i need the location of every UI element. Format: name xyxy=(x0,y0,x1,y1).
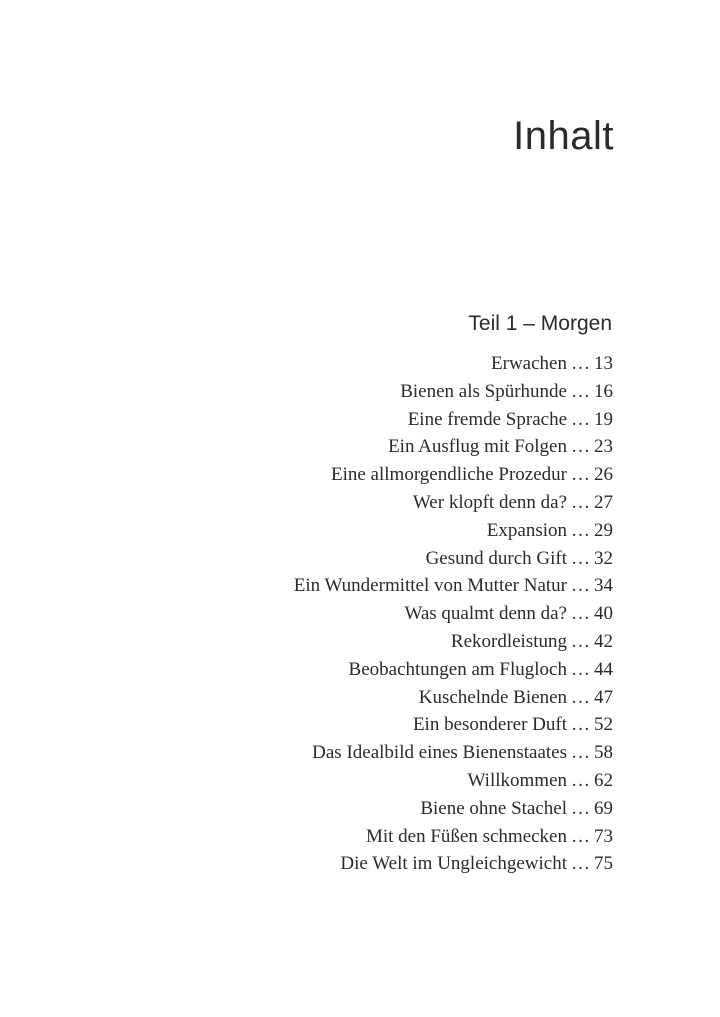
toc-entry-title: Ein Wundermittel von Mutter Natur xyxy=(293,575,567,597)
toc-entry-separator: … xyxy=(571,686,590,708)
toc-entry-title: Expansion xyxy=(486,519,567,541)
toc-entry-separator: … xyxy=(571,380,590,402)
toc-entry-title: Kuschelnde Bienen xyxy=(418,686,567,708)
toc-entry-separator: … xyxy=(571,603,590,625)
toc-entry-page: 62 xyxy=(594,769,613,791)
toc-entry-separator: … xyxy=(571,575,590,597)
toc-entry-title: Ein Ausflug mit Folgen xyxy=(388,436,567,458)
toc-entry-title: Gesund durch Gift xyxy=(425,547,567,569)
toc-entry-page: 29 xyxy=(594,519,613,541)
toc-entry xyxy=(294,461,613,489)
part-heading: Teil 1 – Morgen xyxy=(468,312,612,335)
toc-entry-page: 13 xyxy=(594,353,613,374)
toc-entry xyxy=(294,767,613,795)
toc-entry-separator: … xyxy=(571,630,590,652)
toc-entry-page: 47 xyxy=(594,686,613,708)
toc-entry-separator: … xyxy=(571,658,590,680)
toc-entry-separator: … xyxy=(571,853,590,875)
toc-entry-page: 26 xyxy=(594,464,613,486)
toc-entry-title: Beobachtungen am Flugloch xyxy=(348,658,567,680)
toc-entry-separator: … xyxy=(571,714,590,736)
toc-entry xyxy=(294,350,613,378)
toc-entry-page: 52 xyxy=(594,714,613,736)
toc-entry-title: Bienen als Spürhunde xyxy=(400,380,567,402)
toc-entry xyxy=(294,711,613,739)
toc-entry-title: Willkommen xyxy=(467,769,567,791)
toc-entry-title: Biene ohne Stachel xyxy=(420,797,567,819)
toc-entry-title: Das Idealbild eines Bienenstaates xyxy=(312,742,567,764)
toc-entry xyxy=(294,406,613,434)
toc-entry-page: 16 xyxy=(594,380,613,402)
toc-entry xyxy=(294,489,613,517)
toc-entry-page: 32 xyxy=(594,547,613,569)
toc-entry-separator: … xyxy=(571,519,590,541)
toc-entry xyxy=(294,378,613,406)
toc-entry-title: Rekordleistung xyxy=(450,630,567,652)
toc-entry-separator: … xyxy=(571,825,590,847)
toc-entry-separator: … xyxy=(571,491,590,513)
toc-entry-page: 23 xyxy=(594,436,613,458)
toc-entry xyxy=(294,850,613,878)
toc-entry-page: 42 xyxy=(594,630,613,652)
toc-entry-page: 34 xyxy=(594,575,613,597)
toc-entry-page: 73 xyxy=(594,825,613,847)
toc-entry xyxy=(294,433,613,461)
toc-entry xyxy=(294,600,613,628)
toc-entry xyxy=(294,684,613,712)
toc-entry-title: Wer klopft denn da? xyxy=(412,491,567,513)
toc-entry-page: 69 xyxy=(594,797,613,819)
toc-entry-title: Mit den Füßen schmecken xyxy=(365,825,567,847)
toc-entry-title: Erwachen xyxy=(491,353,567,374)
toc-entry-title: Eine fremde Sprache xyxy=(407,408,567,430)
toc-entry-separator: … xyxy=(571,769,590,791)
toc-entry-page: 27 xyxy=(594,491,613,513)
toc-list xyxy=(294,350,613,878)
toc-entry-title: Ein besonderer Duft xyxy=(412,714,567,736)
toc-entry-title: Eine allmorgendliche Prozedur xyxy=(330,464,567,486)
toc-entry xyxy=(294,795,613,823)
toc-entry-page: 19 xyxy=(594,408,613,430)
toc-entry-title: Was qualmt denn da? xyxy=(404,603,567,625)
toc-entry-page: 40 xyxy=(594,603,613,625)
toc-entry xyxy=(294,656,613,684)
toc-entry xyxy=(294,628,613,656)
toc-entry xyxy=(294,545,613,573)
toc-entry-separator: … xyxy=(571,353,590,374)
toc-entry-page: 44 xyxy=(594,658,613,680)
toc-entry-separator: … xyxy=(571,464,590,486)
toc-entry xyxy=(294,572,613,600)
toc-entry-separator: … xyxy=(571,742,590,764)
toc-entry xyxy=(294,739,613,767)
page-title: Inhalt xyxy=(513,114,614,158)
toc-entry-separator: … xyxy=(571,547,590,569)
toc-entry-title: Die Welt im Ungleichgewicht xyxy=(340,853,567,875)
toc-entry-separator: … xyxy=(571,436,590,458)
toc-entry-page: 58 xyxy=(594,742,613,764)
toc-entry-page: 75 xyxy=(594,853,613,875)
toc-entry xyxy=(294,517,613,545)
toc-entry-separator: … xyxy=(571,408,590,430)
toc-entry-separator: … xyxy=(571,797,590,819)
toc-entry xyxy=(294,823,613,851)
